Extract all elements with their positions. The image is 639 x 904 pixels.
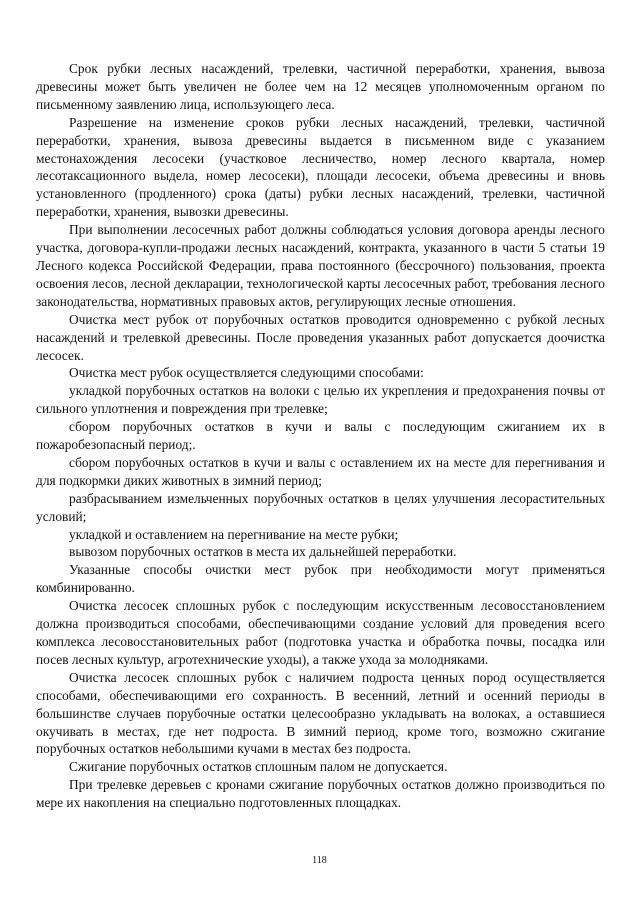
paragraph: Очистка лесосек сплошных рубок с последующим искусственным лесовосстановлением должна производиться способами, обеспечивающими создание условий для проведения всего комплекса лесовосстановительных работ (подготовка участка и обработка почвы, посадка или посев лесных культур, агротехнические уходы), а также ухода за молодняками. [36, 598, 605, 667]
paragraph: Указанные способы очистки мест рубок при необходимости могут применяться комбинированно. [36, 562, 605, 596]
paragraph: Очистка лесосек сплошных рубок с наличием подроста ценных пород осуществляется способами, обеспечивающими его сохранность. В весенний, летний и осенний периоды в большинстве случаев порубочные остатки целесообразно укладывать на волоках, а оставшиеся окучивать в местах, где нет подроста. В зимний период, кроме того, возможно сжигание порубочных остатков небольшими кучами в местах без подроста. [36, 669, 605, 757]
paragraph: Разрешение на изменение сроков рубки лесных насаждений, трелевки, частичной переработки, хранения, вывоза древесины выдается в письменном виде с указанием местонахождения лесосеки (участковое лесничество, номер лесного квартала, номер лесотаксационного выдела, номер лесосеки), площади лесосеки, объема древесины и вновь установленного (продленного) срока (даты) рубки лесных насаждений, трелевки, частичной переработки, хранения, вывозки древесины. [36, 114, 605, 220]
paragraph: Очистка мест рубок осуществляется следующими способами: [69, 365, 424, 381]
list-item: укладкой порубочных остатков на волоки с целью их укрепления и предохранения почвы от сильного уплотнения и повреждения при трелевке; [36, 383, 605, 417]
list-item: укладкой и оставлением на перегнивание на месте рубки; [69, 526, 399, 542]
list-item: сбором порубочных остатков в кучи и валы с оставлением их на месте для перегнивания и для подкормки диких животных в зимний период; [36, 454, 605, 488]
list-item: сбором порубочных остатков в кучи и валы с последующим сжиганием их в пожаробезопасный период;. [36, 419, 605, 453]
page-number: 118 [312, 855, 327, 866]
list-item: разбрасыванием измельченных порубочных остатков в целях улучшения лесорастительных условий; [36, 490, 605, 524]
paragraph: При выполнении лесосечных работ должны соблюдаться условия договора аренды лесного участка, договора-купли-продажи лесных насаждений, контракта, указанного в части 5 статьи 19 Лесного кодекса Российской Федерации, права постоянного (бессрочного) пользования, проекта освоения лесов, лесной декларации, технологической карты лесосечных работ, требования лесного законодательства, нормативных правовых актов, регулирующих лесные отношения. [36, 222, 605, 309]
paragraph: Сжигание порубочных остатков сплошным палом не допускается. [69, 759, 448, 775]
paragraph: Срок рубки лесных насаждений, трелевки, частичной переработки, хранения, вывоза древесины может быть увеличен не более чем на 12 месяцев уполномоченным органом по письменному заявлению лица, использующего леса. [36, 61, 605, 112]
document-body [36, 60, 605, 812]
paragraph: При трелевке деревьев с кронами сжигание порубочных остатков должно производиться по мере их накопления на специально подготовленных площадках. [36, 777, 605, 811]
paragraph: Очистка мест рубок от порубочных остатков проводится одновременно с рубкой лесных насаждений и трелевкой древесины. После проведения указанных работ допускается доочистка лесосек. [36, 311, 605, 363]
list-item: вывозом порубочных остатков в места их дальнейшей переработки. [69, 544, 457, 560]
